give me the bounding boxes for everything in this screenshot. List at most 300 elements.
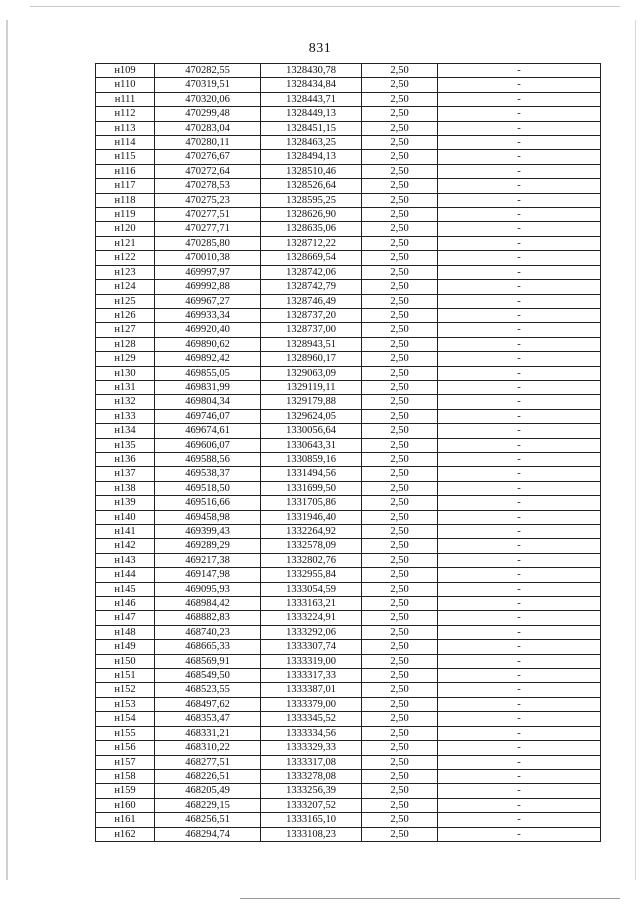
x-coordinate-cell: 469804,34	[155, 395, 261, 409]
point-id-cell: н155	[96, 726, 155, 740]
page-number: 831	[308, 41, 332, 56]
accuracy-cell: 2,50	[362, 712, 438, 726]
y-coordinate-cell: 1331494,56	[261, 467, 362, 481]
table-row	[96, 539, 601, 553]
scan-edge-left	[6, 20, 8, 880]
table-row	[96, 813, 601, 827]
x-coordinate-cell: 470272,64	[155, 164, 261, 178]
point-id-cell: н119	[96, 208, 155, 222]
x-coordinate-cell: 469920,40	[155, 323, 261, 337]
point-id-cell: н139	[96, 496, 155, 510]
x-coordinate-cell: 469855,05	[155, 366, 261, 380]
x-coordinate-cell: 470276,67	[155, 150, 261, 164]
note-cell: -	[438, 611, 601, 625]
accuracy-cell: 2,50	[362, 784, 438, 798]
y-coordinate-cell: 1328595,25	[261, 193, 362, 207]
note-cell: -	[438, 251, 601, 265]
x-coordinate-cell: 470277,71	[155, 222, 261, 236]
accuracy-cell: 2,50	[362, 308, 438, 322]
note-cell: -	[438, 409, 601, 423]
x-coordinate-cell: 470320,06	[155, 92, 261, 106]
table-row	[96, 251, 601, 265]
x-coordinate-cell: 468310,22	[155, 741, 261, 755]
accuracy-cell: 2,50	[362, 467, 438, 481]
note-cell: -	[438, 265, 601, 279]
point-id-cell: н135	[96, 438, 155, 452]
note-cell: -	[438, 496, 601, 510]
table-row	[96, 380, 601, 394]
accuracy-cell: 2,50	[362, 769, 438, 783]
accuracy-cell: 2,50	[362, 813, 438, 827]
point-id-cell: н151	[96, 669, 155, 683]
point-id-cell: н122	[96, 251, 155, 265]
point-id-cell: н154	[96, 712, 155, 726]
note-cell: -	[438, 467, 601, 481]
table-row	[96, 798, 601, 812]
point-id-cell: н157	[96, 755, 155, 769]
y-coordinate-cell: 1333292,06	[261, 625, 362, 639]
note-cell: -	[438, 179, 601, 193]
accuracy-cell: 2,50	[362, 193, 438, 207]
x-coordinate-cell: 470010,38	[155, 251, 261, 265]
accuracy-cell: 2,50	[362, 380, 438, 394]
point-id-cell: н149	[96, 640, 155, 654]
table-row	[96, 481, 601, 495]
y-coordinate-cell: 1329179,88	[261, 395, 362, 409]
table-row	[96, 424, 601, 438]
accuracy-cell: 2,50	[362, 827, 438, 841]
point-id-cell: н127	[96, 323, 155, 337]
y-coordinate-cell: 1328742,79	[261, 280, 362, 294]
y-coordinate-cell: 1328746,49	[261, 294, 362, 308]
x-coordinate-cell: 469890,62	[155, 337, 261, 351]
accuracy-cell: 2,50	[362, 669, 438, 683]
note-cell: -	[438, 64, 601, 78]
y-coordinate-cell: 1329624,05	[261, 409, 362, 423]
point-id-cell: н123	[96, 265, 155, 279]
table-row	[96, 294, 601, 308]
table-row	[96, 179, 601, 193]
note-cell: -	[438, 366, 601, 380]
y-coordinate-cell: 1333256,39	[261, 784, 362, 798]
x-coordinate-cell: 469892,42	[155, 352, 261, 366]
accuracy-cell: 2,50	[362, 409, 438, 423]
x-coordinate-cell: 468256,51	[155, 813, 261, 827]
note-cell: -	[438, 813, 601, 827]
accuracy-cell: 2,50	[362, 496, 438, 510]
y-coordinate-cell: 1328451,15	[261, 121, 362, 135]
note-cell: -	[438, 741, 601, 755]
accuracy-cell: 2,50	[362, 366, 438, 380]
note-cell: -	[438, 568, 601, 582]
y-coordinate-cell: 1328737,20	[261, 308, 362, 322]
x-coordinate-cell: 468294,74	[155, 827, 261, 841]
accuracy-cell: 2,50	[362, 121, 438, 135]
point-id-cell: н125	[96, 294, 155, 308]
table-row	[96, 280, 601, 294]
point-id-cell: н134	[96, 424, 155, 438]
point-id-cell: н150	[96, 654, 155, 668]
point-id-cell: н130	[96, 366, 155, 380]
y-coordinate-cell: 1331705,86	[261, 496, 362, 510]
accuracy-cell: 2,50	[362, 150, 438, 164]
point-id-cell: н137	[96, 467, 155, 481]
table-row	[96, 669, 601, 683]
accuracy-cell: 2,50	[362, 136, 438, 150]
y-coordinate-cell: 1333108,23	[261, 827, 362, 841]
coordinates-table	[95, 63, 601, 842]
point-id-cell: н161	[96, 813, 155, 827]
accuracy-cell: 2,50	[362, 352, 438, 366]
note-cell: -	[438, 553, 601, 567]
table-row	[96, 366, 601, 380]
point-id-cell: н141	[96, 525, 155, 539]
x-coordinate-cell: 469588,56	[155, 452, 261, 466]
note-cell: -	[438, 539, 601, 553]
table-row	[96, 352, 601, 366]
y-coordinate-cell: 1328449,13	[261, 107, 362, 121]
x-coordinate-cell: 470283,04	[155, 121, 261, 135]
y-coordinate-cell: 1333345,52	[261, 712, 362, 726]
note-cell: -	[438, 697, 601, 711]
accuracy-cell: 2,50	[362, 726, 438, 740]
point-id-cell: н132	[96, 395, 155, 409]
point-id-cell: н140	[96, 510, 155, 524]
point-id-cell: н159	[96, 784, 155, 798]
y-coordinate-cell: 1330056,64	[261, 424, 362, 438]
point-id-cell: н120	[96, 222, 155, 236]
note-cell: -	[438, 784, 601, 798]
x-coordinate-cell: 468882,83	[155, 611, 261, 625]
note-cell: -	[438, 452, 601, 466]
table-row	[96, 525, 601, 539]
y-coordinate-cell: 1328510,46	[261, 164, 362, 178]
point-id-cell: н128	[96, 337, 155, 351]
table-row	[96, 452, 601, 466]
point-id-cell: н111	[96, 92, 155, 106]
table-row	[96, 193, 601, 207]
x-coordinate-cell: 470285,80	[155, 236, 261, 250]
note-cell: -	[438, 150, 601, 164]
accuracy-cell: 2,50	[362, 236, 438, 250]
table-row	[96, 582, 601, 596]
table-row	[96, 467, 601, 481]
point-id-cell: н145	[96, 582, 155, 596]
y-coordinate-cell: 1331946,40	[261, 510, 362, 524]
x-coordinate-cell: 468523,55	[155, 683, 261, 697]
table-row	[96, 597, 601, 611]
x-coordinate-cell: 469967,27	[155, 294, 261, 308]
x-coordinate-cell: 468569,91	[155, 654, 261, 668]
point-id-cell: н131	[96, 380, 155, 394]
note-cell: -	[438, 323, 601, 337]
y-coordinate-cell: 1332802,76	[261, 553, 362, 567]
accuracy-cell: 2,50	[362, 611, 438, 625]
note-cell: -	[438, 669, 601, 683]
accuracy-cell: 2,50	[362, 64, 438, 78]
table-row	[96, 265, 601, 279]
point-id-cell: н133	[96, 409, 155, 423]
accuracy-cell: 2,50	[362, 539, 438, 553]
point-id-cell: н116	[96, 164, 155, 178]
x-coordinate-cell: 469399,43	[155, 525, 261, 539]
x-coordinate-cell: 469217,38	[155, 553, 261, 567]
y-coordinate-cell: 1333317,08	[261, 755, 362, 769]
y-coordinate-cell: 1333329,33	[261, 741, 362, 755]
point-id-cell: н121	[96, 236, 155, 250]
y-coordinate-cell: 1328669,54	[261, 251, 362, 265]
accuracy-cell: 2,50	[362, 741, 438, 755]
note-cell: -	[438, 510, 601, 524]
x-coordinate-cell: 469606,07	[155, 438, 261, 452]
y-coordinate-cell: 1333207,52	[261, 798, 362, 812]
table-row	[96, 222, 601, 236]
note-cell: -	[438, 654, 601, 668]
y-coordinate-cell: 1328960,17	[261, 352, 362, 366]
x-coordinate-cell: 469095,93	[155, 582, 261, 596]
y-coordinate-cell: 1333317,33	[261, 669, 362, 683]
y-coordinate-cell: 1328742,06	[261, 265, 362, 279]
table-row	[96, 755, 601, 769]
y-coordinate-cell: 1332578,09	[261, 539, 362, 553]
y-coordinate-cell: 1333163,21	[261, 597, 362, 611]
point-id-cell: н147	[96, 611, 155, 625]
y-coordinate-cell: 1332264,92	[261, 525, 362, 539]
point-id-cell: н143	[96, 553, 155, 567]
accuracy-cell: 2,50	[362, 78, 438, 92]
accuracy-cell: 2,50	[362, 164, 438, 178]
x-coordinate-cell: 468229,15	[155, 798, 261, 812]
x-coordinate-cell: 469992,88	[155, 280, 261, 294]
accuracy-cell: 2,50	[362, 222, 438, 236]
point-id-cell: н126	[96, 308, 155, 322]
point-id-cell: н118	[96, 193, 155, 207]
x-coordinate-cell: 469516,66	[155, 496, 261, 510]
accuracy-cell: 2,50	[362, 265, 438, 279]
accuracy-cell: 2,50	[362, 208, 438, 222]
y-coordinate-cell: 1333379,00	[261, 697, 362, 711]
note-cell: -	[438, 107, 601, 121]
table-row	[96, 625, 601, 639]
x-coordinate-cell: 468497,62	[155, 697, 261, 711]
table-row	[96, 784, 601, 798]
note-cell: -	[438, 625, 601, 639]
x-coordinate-cell: 469289,29	[155, 539, 261, 553]
note-cell: -	[438, 424, 601, 438]
table-row	[96, 78, 601, 92]
table-row	[96, 510, 601, 524]
note-cell: -	[438, 798, 601, 812]
x-coordinate-cell: 470319,51	[155, 78, 261, 92]
note-cell: -	[438, 827, 601, 841]
x-coordinate-cell: 470282,55	[155, 64, 261, 78]
accuracy-cell: 2,50	[362, 179, 438, 193]
point-id-cell: н112	[96, 107, 155, 121]
table-row	[96, 236, 601, 250]
point-id-cell: н160	[96, 798, 155, 812]
x-coordinate-cell: 469746,07	[155, 409, 261, 423]
y-coordinate-cell: 1332955,84	[261, 568, 362, 582]
table-row	[96, 438, 601, 452]
point-id-cell: н146	[96, 597, 155, 611]
table-row	[96, 92, 601, 106]
y-coordinate-cell: 1329119,11	[261, 380, 362, 394]
accuracy-cell: 2,50	[362, 640, 438, 654]
note-cell: -	[438, 236, 601, 250]
table-row	[96, 827, 601, 841]
point-id-cell: н158	[96, 769, 155, 783]
point-id-cell: н115	[96, 150, 155, 164]
table-row	[96, 107, 601, 121]
note-cell: -	[438, 525, 601, 539]
note-cell: -	[438, 438, 601, 452]
y-coordinate-cell: 1333387,01	[261, 683, 362, 697]
table-row	[96, 496, 601, 510]
note-cell: -	[438, 121, 601, 135]
note-cell: -	[438, 78, 601, 92]
accuracy-cell: 2,50	[362, 395, 438, 409]
table-row	[96, 640, 601, 654]
point-id-cell: н136	[96, 452, 155, 466]
x-coordinate-cell: 468205,49	[155, 784, 261, 798]
point-id-cell: н162	[96, 827, 155, 841]
note-cell: -	[438, 193, 601, 207]
point-id-cell: н113	[96, 121, 155, 135]
note-cell: -	[438, 395, 601, 409]
y-coordinate-cell: 1328430,78	[261, 64, 362, 78]
y-coordinate-cell: 1328635,06	[261, 222, 362, 236]
table-row	[96, 164, 601, 178]
table-row	[96, 323, 601, 337]
y-coordinate-cell: 1333224,91	[261, 611, 362, 625]
note-cell: -	[438, 640, 601, 654]
y-coordinate-cell: 1330643,31	[261, 438, 362, 452]
table-row	[96, 337, 601, 351]
y-coordinate-cell: 1333054,59	[261, 582, 362, 596]
note-cell: -	[438, 755, 601, 769]
y-coordinate-cell: 1331699,50	[261, 481, 362, 495]
x-coordinate-cell: 469538,37	[155, 467, 261, 481]
point-id-cell: н114	[96, 136, 155, 150]
accuracy-cell: 2,50	[362, 337, 438, 351]
y-coordinate-cell: 1328434,84	[261, 78, 362, 92]
point-id-cell: н129	[96, 352, 155, 366]
accuracy-cell: 2,50	[362, 251, 438, 265]
note-cell: -	[438, 712, 601, 726]
x-coordinate-cell: 468984,42	[155, 597, 261, 611]
note-cell: -	[438, 582, 601, 596]
note-cell: -	[438, 280, 601, 294]
note-cell: -	[438, 294, 601, 308]
note-cell: -	[438, 92, 601, 106]
accuracy-cell: 2,50	[362, 481, 438, 495]
note-cell: -	[438, 222, 601, 236]
table-row	[96, 741, 601, 755]
x-coordinate-cell: 469518,50	[155, 481, 261, 495]
accuracy-cell: 2,50	[362, 697, 438, 711]
accuracy-cell: 2,50	[362, 654, 438, 668]
accuracy-cell: 2,50	[362, 683, 438, 697]
y-coordinate-cell: 1329063,09	[261, 366, 362, 380]
accuracy-cell: 2,50	[362, 323, 438, 337]
point-id-cell: н152	[96, 683, 155, 697]
table-row	[96, 150, 601, 164]
y-coordinate-cell: 1333278,08	[261, 769, 362, 783]
point-id-cell: н142	[96, 539, 155, 553]
point-id-cell: н156	[96, 741, 155, 755]
y-coordinate-cell: 1328712,22	[261, 236, 362, 250]
table-row	[96, 553, 601, 567]
y-coordinate-cell: 1328526,64	[261, 179, 362, 193]
coordinates-table-body	[96, 64, 601, 842]
accuracy-cell: 2,50	[362, 438, 438, 452]
y-coordinate-cell: 1328737,00	[261, 323, 362, 337]
accuracy-cell: 2,50	[362, 568, 438, 582]
x-coordinate-cell: 470299,48	[155, 107, 261, 121]
accuracy-cell: 2,50	[362, 625, 438, 639]
accuracy-cell: 2,50	[362, 92, 438, 106]
y-coordinate-cell: 1328443,71	[261, 92, 362, 106]
point-id-cell: н153	[96, 697, 155, 711]
table-row	[96, 395, 601, 409]
point-id-cell: н117	[96, 179, 155, 193]
y-coordinate-cell: 1333319,00	[261, 654, 362, 668]
x-coordinate-cell: 470278,53	[155, 179, 261, 193]
scan-edge-bottom	[240, 898, 620, 899]
y-coordinate-cell: 1328494,13	[261, 150, 362, 164]
accuracy-cell: 2,50	[362, 553, 438, 567]
table-row	[96, 208, 601, 222]
x-coordinate-cell: 470280,11	[155, 136, 261, 150]
point-id-cell: н148	[96, 625, 155, 639]
point-id-cell: н109	[96, 64, 155, 78]
table-row	[96, 121, 601, 135]
y-coordinate-cell: 1328943,51	[261, 337, 362, 351]
point-id-cell: н138	[96, 481, 155, 495]
table-row	[96, 136, 601, 150]
accuracy-cell: 2,50	[362, 582, 438, 596]
y-coordinate-cell: 1333334,56	[261, 726, 362, 740]
note-cell: -	[438, 164, 601, 178]
table-row	[96, 726, 601, 740]
x-coordinate-cell: 470277,51	[155, 208, 261, 222]
table-row	[96, 64, 601, 78]
note-cell: -	[438, 481, 601, 495]
y-coordinate-cell: 1330859,16	[261, 452, 362, 466]
table-row	[96, 697, 601, 711]
x-coordinate-cell: 468226,51	[155, 769, 261, 783]
x-coordinate-cell: 469674,61	[155, 424, 261, 438]
x-coordinate-cell: 468665,33	[155, 640, 261, 654]
table-row	[96, 654, 601, 668]
x-coordinate-cell: 469997,97	[155, 265, 261, 279]
table-row	[96, 308, 601, 322]
x-coordinate-cell: 469831,99	[155, 380, 261, 394]
note-cell: -	[438, 380, 601, 394]
y-coordinate-cell: 1333165,10	[261, 813, 362, 827]
accuracy-cell: 2,50	[362, 597, 438, 611]
table-row	[96, 409, 601, 423]
accuracy-cell: 2,50	[362, 280, 438, 294]
note-cell: -	[438, 208, 601, 222]
x-coordinate-cell: 469147,98	[155, 568, 261, 582]
point-id-cell: н144	[96, 568, 155, 582]
note-cell: -	[438, 769, 601, 783]
y-coordinate-cell: 1328463,25	[261, 136, 362, 150]
note-cell: -	[438, 683, 601, 697]
y-coordinate-cell: 1333307,74	[261, 640, 362, 654]
table-row	[96, 712, 601, 726]
